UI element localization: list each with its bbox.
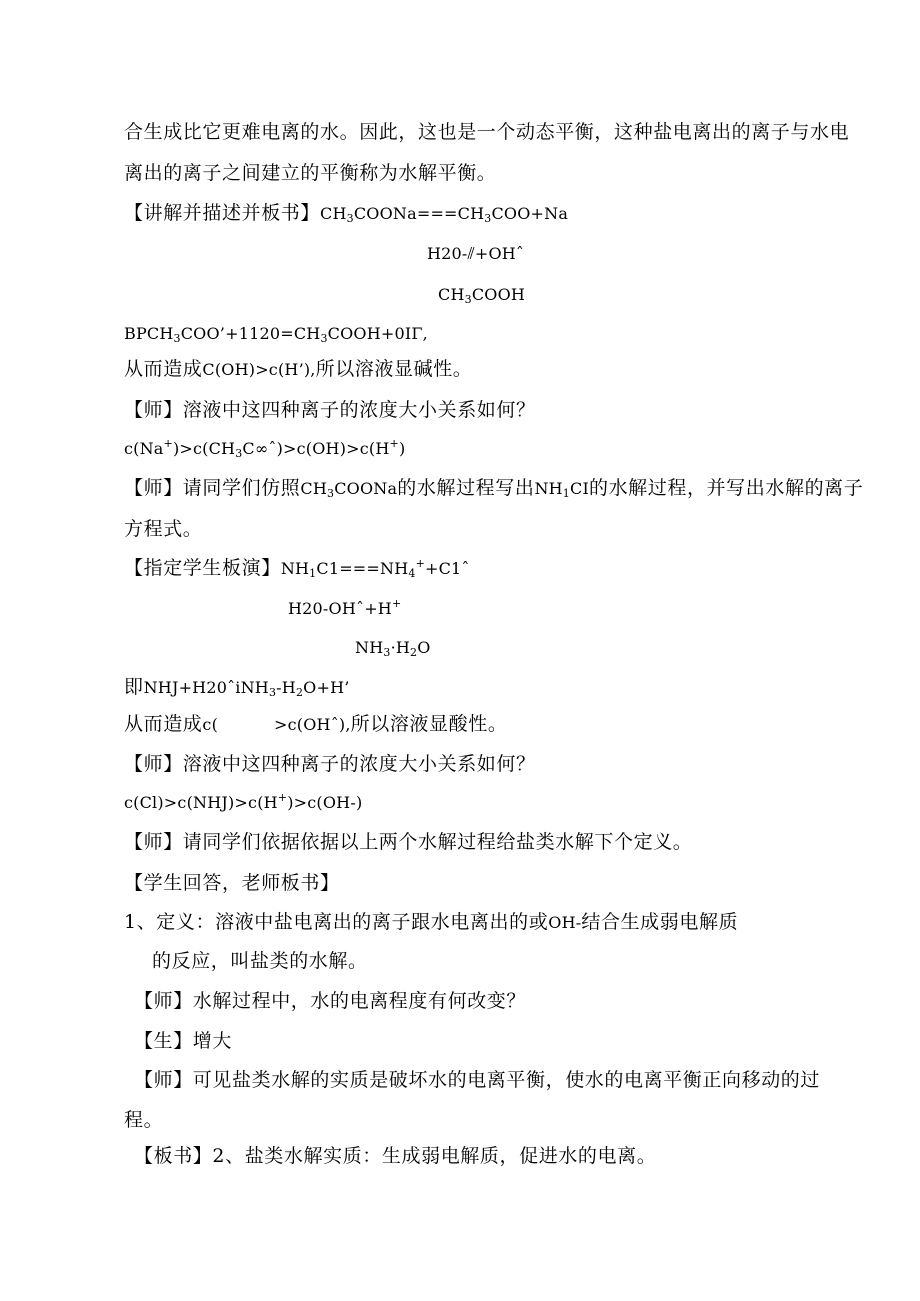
text-line: 【师】水解过程中，水的电离程度有何改变？	[134, 990, 527, 1012]
text-line: 离出的离子之间建立的平衡称为水解平衡。	[124, 162, 497, 184]
text-line: 【学生回答，老师板书】	[124, 872, 340, 894]
text-line: 即$NHJ+H20ˆiNH_3-H_2O+H$’	[124, 676, 350, 699]
text-line: 方程式。	[124, 518, 203, 540]
text-line: 【师】溶液中这四种离子的浓度大小关系如何？	[124, 399, 536, 421]
equation: $NH_1C1===NH_4^++C1ˆ$	[280, 557, 470, 580]
text-line: 【板书】2、盐类水解实质：生成弱电解质，促进水的电离。	[134, 1145, 657, 1167]
text-line: 的反应，叫盐类的水解。	[152, 950, 368, 972]
equation: $CH_3COONa===CH_3COO+Na$	[320, 204, 569, 225]
board-line	[124, 556, 470, 581]
text-line: 从而造成c( >c(OHˆ),所以溶液显酸性。	[124, 713, 508, 735]
board-line	[124, 201, 568, 226]
equation: H20-⫽+OHˆ	[427, 244, 525, 263]
text-line: 从而造成C(OH)>c(H’),所以溶液显碱性。	[124, 358, 473, 380]
text-line: 【师】溶液中这四种离子的浓度大小关系如何？	[124, 753, 536, 775]
section-label: 【指定学生板演】	[124, 557, 281, 579]
text-line: 【生】增大	[134, 1030, 233, 1052]
section-label: 【讲解并描述并板书】	[124, 202, 321, 224]
text-line: 【师】可见盐类水解的实质是破坏水的电离平衡，使水的电离平衡正向移动的过	[134, 1069, 821, 1091]
text-line: 【师】请同学们依据依据以上两个水解过程给盐类水解下个定义。	[124, 831, 693, 853]
equation: $c(Na^+)>c(CH_3C\infty ˆ)>c(OH)>c(H^+)$	[124, 437, 406, 460]
equation: $NH_3\cdot H_2O$	[355, 638, 431, 659]
text-line: 合生成比它更难电离的水。因此，这也是一个动态平衡，这种盐电离出的离子与水电	[124, 121, 850, 143]
equation: $CH_3COOH$	[438, 285, 526, 306]
text-line: 【师】请同学们仿照$CH_3COONa$的水解过程写出$NH_1CI$的水解过程，并写出水解的离子	[124, 477, 864, 500]
equation: H20-OHˆ+H+	[288, 597, 402, 618]
text-line: 程。	[124, 1109, 164, 1131]
equation: $BPCH_3COO’+1120=CH_3COOH+0I\Gamma$,	[124, 324, 428, 345]
definition-line: 1、定义：溶液中盐电离出的离子跟水电离出的或OH-结合生成弱电解质	[124, 911, 739, 933]
equation: c(Cl)>c(NHJ)>c(H+)>c(OH-)	[124, 791, 363, 812]
